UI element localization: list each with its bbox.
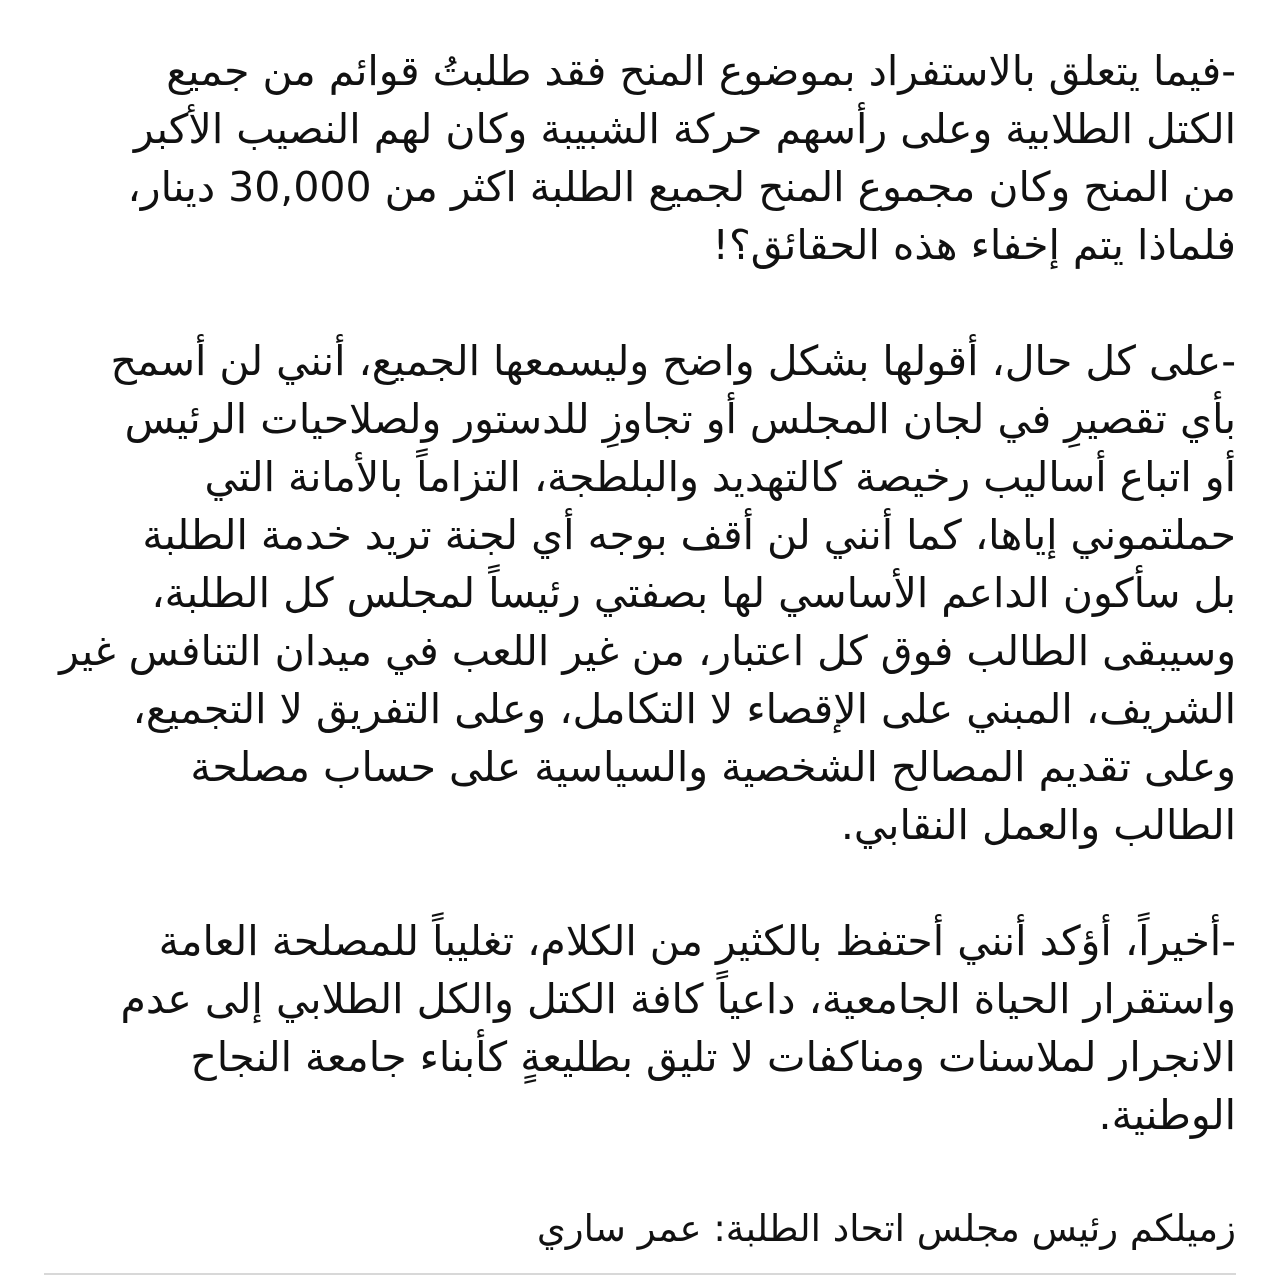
text-line: بل سأكون الداعم الأساسي لها بصفتي رئيساً لمجلس كل الطلبة، (151, 569, 1236, 617)
signature-line: زميلكم رئيس مجلس اتحاد الطلبة: عمر ساري (536, 1207, 1236, 1250)
text-line: بأي تقصيرٍ في لجان المجلس أو تجاوزٍ للدستور ولصلاحيات الرئيس (124, 395, 1236, 443)
text-line: الطالب والعمل النقابي. (840, 801, 1236, 849)
text-line: الشريف، المبني على الإقصاء لا التكامل، وعلى التفريق لا التجميع، (132, 685, 1236, 733)
text-line: وعلى تقديم المصالح الشخصية والسياسية على حساب مصلحة (190, 743, 1236, 791)
text-line: -أخيراً، أؤكد أنني أحتفظ بالكثير من الكلام، تغليباً للمصلحة العامة (158, 917, 1236, 965)
paragraph-commitment (44, 332, 1236, 854)
text-line: واستقرار الحياة الجامعية، داعياً كافة الكتل والكل الطلابي إلى عدم (120, 975, 1236, 1023)
paragraph-spacer (44, 854, 1236, 912)
text-line: الانجرار لملاسنات ومناكفات لا تليق بطليعةٍ كأبناء جامعة النجاح (190, 1033, 1236, 1081)
statement-document (44, 42, 1236, 1258)
paragraph-spacer (44, 1144, 1236, 1200)
paragraph-closing (44, 912, 1236, 1144)
text-line: الوطنية. (1098, 1091, 1236, 1139)
paragraph-scholarships (44, 42, 1236, 274)
text-line: أو اتباع أساليب رخيصة كالتهديد والبلطجة، التزاماً بالأمانة التي (204, 453, 1236, 501)
text-line: الكتل الطلابية وعلى رأسهم حركة الشبيبة وكان لهم النصيب الأكبر (133, 105, 1236, 153)
bottom-divider (44, 1273, 1236, 1275)
text-line: فلماذا يتم إخفاء هذه الحقائق؟! (712, 221, 1236, 269)
signature-block (44, 1200, 1236, 1258)
text-line: -فيما يتعلق بالاستفراد بموضوع المنح فقد طلبتُ قوائم من جميع (166, 47, 1236, 95)
text-line: -على كل حال، أقولها بشكل واضح وليسمعها الجميع، أنني لن أسمح (110, 337, 1236, 385)
text-line: حملتموني إياها، كما أنني لن أقف بوجه أي لجنة تريد خدمة الطلبة (142, 511, 1236, 559)
text-line: من المنح وكان مجموع المنح لجميع الطلبة اكثر من 30,000 دينار، (127, 163, 1236, 211)
text-line: وسيبقى الطالب فوق كل اعتبار، من غير اللعب في ميدان التنافس غير (59, 627, 1236, 675)
paragraph-spacer (44, 274, 1236, 332)
